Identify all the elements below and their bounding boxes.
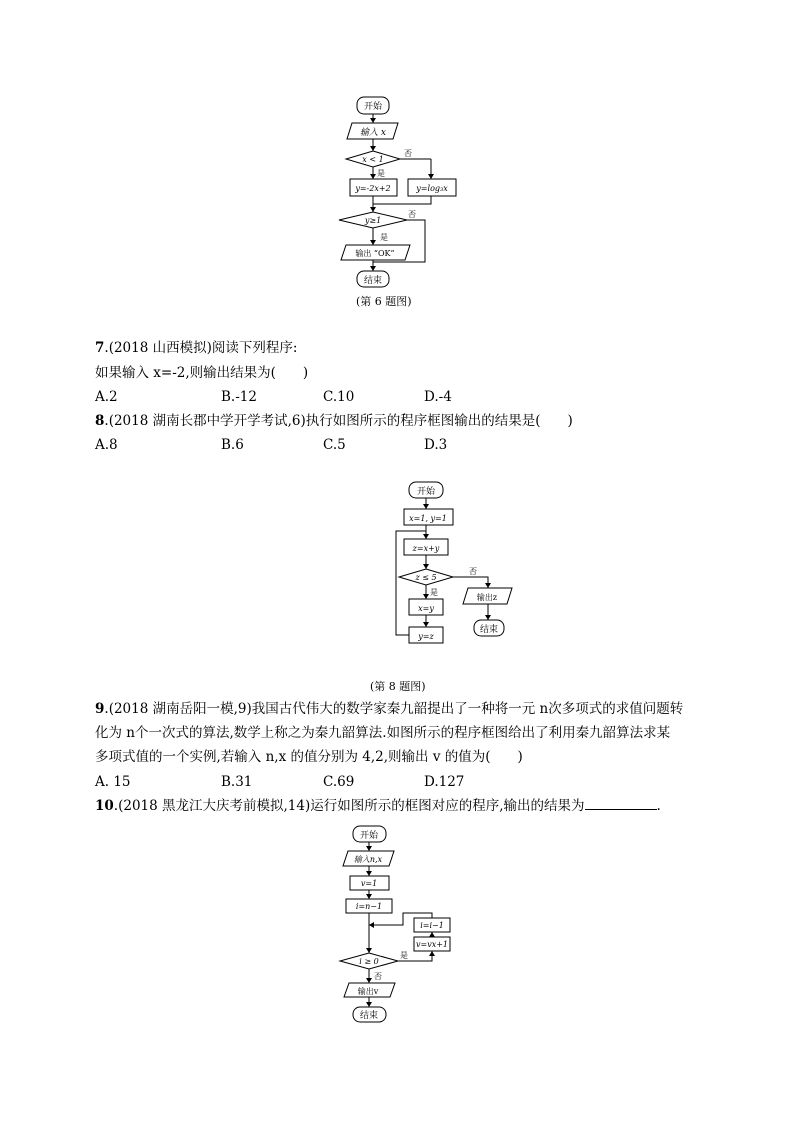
figure-10-flowchart <box>330 820 460 1030</box>
fig6-yes-1: 是 <box>377 169 385 178</box>
q10-answer-blank[interactable] <box>585 797 657 810</box>
fig6-right-box-text: y=log₃x <box>416 184 448 193</box>
fig6-no-1: 否 <box>404 149 412 158</box>
q9-option-d: D.127 <box>424 774 465 790</box>
fig6-cond1-text: x < 1 <box>362 155 384 164</box>
q10-tail: . <box>656 798 661 814</box>
q9-line2: 化为 n个一次式的算法,数学上称之为秦九韶算法.如图所示的程序框图给出了利用秦九韶算法求某 <box>95 725 671 741</box>
q9-option-a: A. 15 <box>95 774 131 790</box>
q10-line1: .(2018 黑龙江大庆考前模拟,14)运行如图所示的框图对应的程序,输出的结果为 <box>113 798 585 814</box>
fig8-assign-text: z=x+y <box>412 544 440 553</box>
q8-stem <box>95 412 573 430</box>
q9-option-c: C.69 <box>323 774 355 790</box>
q9-option-b: B.31 <box>221 774 253 790</box>
figure-6-flowchart <box>330 90 470 292</box>
q9-line1: .(2018 湖南岳阳一模,9)我国古代伟大的数学家秦九韶提出了一种将一元 n次多项式的求值问题转 <box>104 701 684 717</box>
fig10-v-init-text: v=1 <box>360 879 378 888</box>
fig8-no: 否 <box>469 567 477 576</box>
fig6-yes-2: 是 <box>380 233 388 242</box>
q8-line1: .(2018 湖南长郡中学开学考试,6)执行如图所示的程序框图输出的结果是( ) <box>104 413 573 429</box>
fig10-i-dec-text: i=i−1 <box>420 921 444 930</box>
fig8-box-y-text: y=z <box>418 632 434 641</box>
fig10-cond-text: i ≥ 0 <box>359 957 379 966</box>
q7-number: 7 <box>95 340 105 356</box>
fig8-cond-text: z ≤ 5 <box>415 573 437 582</box>
q7-line2: 如果输入 x=-2,则输出结果为( ) <box>95 365 309 381</box>
fig6-caption: (第 6 题图) <box>356 295 412 308</box>
q7-line1: .(2018 山西模拟)阅读下列程序: <box>104 340 298 356</box>
q8-number: 8 <box>95 413 105 429</box>
fig6-start-text: 开始 <box>363 102 383 112</box>
fig6-end-text: 结束 <box>363 276 383 286</box>
fig10-yes: 是 <box>400 951 408 960</box>
fig10-input-text: 输入n,x <box>353 855 383 864</box>
q8-option-c: C.5 <box>323 437 346 453</box>
fig8-caption: (第 8 题图) <box>370 680 426 693</box>
figure-8-flowchart <box>388 476 520 651</box>
q8-option-a: A.8 <box>95 437 118 453</box>
fig10-v-update-text: v=vx+1 <box>415 940 449 949</box>
q10-stem <box>95 797 661 815</box>
q8-option-d: D.3 <box>424 437 448 453</box>
fig8-output-text: 输出z <box>476 593 498 602</box>
fig6-input-text: 输入 x <box>360 128 386 138</box>
q9-stem <box>95 700 683 718</box>
fig10-end-text: 结束 <box>359 1011 379 1021</box>
q7-stem <box>95 339 297 357</box>
q10-number: 10 <box>95 798 114 814</box>
fig8-box-x-text: x=y <box>418 604 434 613</box>
fig10-start-text: 开始 <box>359 831 379 841</box>
fig10-i-init-text: i=n−1 <box>355 902 383 911</box>
q7-option-b: B.-12 <box>221 389 257 405</box>
fig6-cond2-text: y≥1 <box>364 216 382 225</box>
fig6-output-text: 输出 “OK” <box>355 249 395 258</box>
fig8-yes: 是 <box>430 588 438 597</box>
fig8-init-text: x=1, y=1 <box>409 514 447 523</box>
q8-option-b: B.6 <box>221 437 244 453</box>
fig10-no: 否 <box>374 972 382 981</box>
fig6-left-box-text: y=-2x+2 <box>355 184 391 193</box>
q7-option-d: D.-4 <box>424 389 452 405</box>
fig8-end-text: 结束 <box>479 625 499 635</box>
q9-line3: 多项式值的一个实例,若输入 n,x 的值分别为 4,2,则输出 v 的值为( ) <box>95 749 523 765</box>
q7-option-c: C.10 <box>323 389 355 405</box>
q9-number: 9 <box>95 701 105 717</box>
fig8-start-text: 开始 <box>416 487 436 497</box>
q7-option-a: A.2 <box>95 389 118 405</box>
fig10-output-text: 输出v <box>357 987 379 996</box>
fig6-no-2: 否 <box>408 210 416 219</box>
